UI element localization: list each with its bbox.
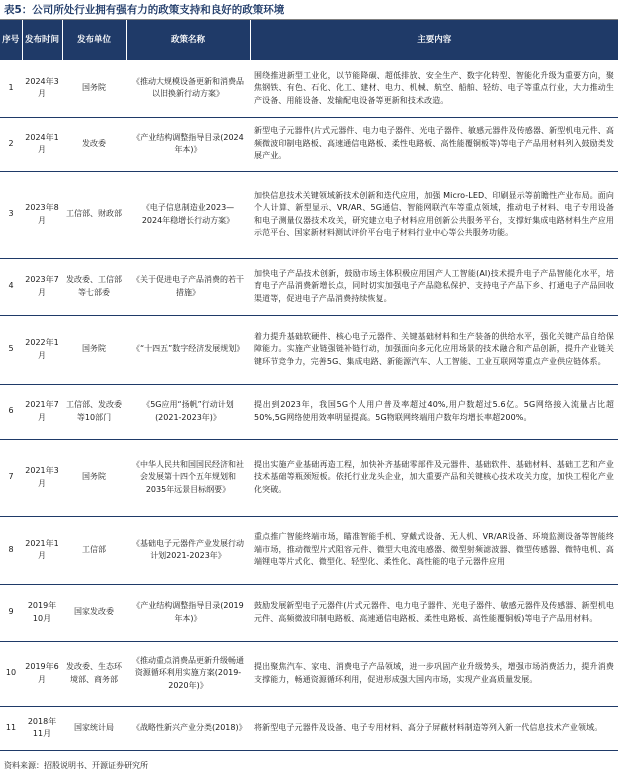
- cell-content: 新型电子元器件(片式元器件、电力电子器件、光电子器件、敏感元器件及传感器、新型机电元件、高频微波印制电路板、高速通信电路板、柔性电路板、高性能覆铜板等)等电子产品用材料列入鼓励类发展产业。: [250, 117, 618, 171]
- cell-time: 2021年3月: [22, 439, 62, 516]
- cell-policy: 《基础电子元器件产业发展行动计划2021-2023年》: [126, 516, 250, 584]
- cell-seq: 1: [0, 60, 22, 117]
- cell-unit: 工信部: [62, 516, 126, 584]
- cell-seq: 8: [0, 516, 22, 584]
- header-seq: 序号: [0, 20, 22, 60]
- cell-time: 2024年1月: [22, 117, 62, 171]
- header-content: 主要内容: [250, 20, 618, 60]
- cell-unit: 国家统计局: [62, 706, 126, 750]
- cell-time: 2022年1月: [22, 315, 62, 384]
- table-row: [0, 315, 618, 384]
- cell-policy: 《产业结构调整指导目录(2019年本)》: [126, 584, 250, 641]
- cell-time: 2023年7月: [22, 258, 62, 315]
- cell-seq: 6: [0, 384, 22, 439]
- cell-policy: 《电子信息制造业2023—2024年稳增长行动方案》: [126, 171, 250, 258]
- cell-unit: 工信部、发改委等10部门: [62, 384, 126, 439]
- cell-time: 2021年7月: [22, 384, 62, 439]
- cell-seq: 11: [0, 706, 22, 750]
- cell-content: 鼓励发展新型电子元器件(片式元器件、电力电子器件、光电子器件、敏感元器件及传感器、新型机电元件、高频微波印制电路板、高速通信电路板、柔性电路板、高性能覆铜板)等电子产品用材料。: [250, 584, 618, 641]
- cell-time: 2019年10月: [22, 584, 62, 641]
- header-policy: 政策名称: [126, 20, 250, 60]
- cell-content: 加快信息技术关键领域新技术创新和迭代应用，加强 Micro-LED、印刷显示等前瞻性产业布局。面向个人计算、新型显示、VR/AR、5G通信、智能网联汽车等重点领域，推动电子材料、电子专用设备和电子测量仪器技术攻关，研究建立电子材料应用创新公共服务平台，支撑好集成电路材料生产应用示范平台、国家新材料测试评价平台电子材料行业中心等公共服务功能。: [250, 171, 618, 258]
- cell-seq: 3: [0, 171, 22, 258]
- table-row: [0, 516, 618, 584]
- cell-content: 加快电子产品技术创新，鼓励市场主体积极应用国产人工智能(AI)技术提升电子产品智能化水平，培育电子产品消费新增长点，同时切实加强电子产品隐私保护、支持电子产品下乡、打通电子产品回收渠道等，促进电子产品消费持续恢复。: [250, 258, 618, 315]
- table-title: 表5：公司所处行业拥有强有力的政策支持和良好的政策环境: [4, 4, 285, 16]
- table-row: [0, 258, 618, 315]
- cell-seq: 2: [0, 117, 22, 171]
- cell-content: 着力提升基础软硬件、核心电子元器件、关键基础材料和生产装备的供给水平，强化关键产品自给保障能力。实施产业链强链补链行动，加强面向多元化应用场景的技术融合和产品创新，提升产业链关键环节竞争力，完善5G、集成电路、新能源汽车、人工智能、工业互联网等重点产业供应链体系。: [250, 315, 618, 384]
- cell-policy: 《5G应用“扬帆”行动计划(2021-2023年)》: [126, 384, 250, 439]
- policy-table: [0, 20, 618, 751]
- table-row: [0, 171, 618, 258]
- cell-unit: 国家发改委: [62, 584, 126, 641]
- table-row: [0, 117, 618, 171]
- cell-policy: 《中华人民共和国国民经济和社会发展第十四个五年规划和2035年远景目标纲要》: [126, 439, 250, 516]
- cell-unit: 发改委、生态环境部、商务部: [62, 641, 126, 706]
- cell-seq: 9: [0, 584, 22, 641]
- cell-time: 2019年6月: [22, 641, 62, 706]
- cell-unit: 发改委、工信部等七部委: [62, 258, 126, 315]
- cell-policy: 《关于促进电子产品消费的若干措施》: [126, 258, 250, 315]
- cell-policy: 《战略性新兴产业分类(2018)》: [126, 706, 250, 750]
- source-note: 资料来源：招股说明书、开源证券研究所: [4, 761, 148, 770]
- cell-unit: 工信部、财政部: [62, 171, 126, 258]
- cell-time: 2021年1月: [22, 516, 62, 584]
- cell-content: 重点推广智能终端市场，瞄准智能手机、穿戴式设备、无人机、VR/AR设备、环境监测设备等智能终端市场，推动微型片式阻容元件、微型大电流电感器、微型射频滤波器、微型传感器、微特电机、高端锂电等片式化、微型化、轻型化、柔性化、高性能的电子元器件应用: [250, 516, 618, 584]
- cell-policy: 《推动大规模设备更新和消费品以旧换新行动方案》: [126, 60, 250, 117]
- header-unit: 发布单位: [62, 20, 126, 60]
- cell-unit: 国务院: [62, 439, 126, 516]
- table-row: [0, 584, 618, 641]
- cell-seq: 7: [0, 439, 22, 516]
- cell-seq: 10: [0, 641, 22, 706]
- cell-content: 围绕推进新型工业化，以节能降碳、超低排放、安全生产、数字化转型、智能化升级为重要方向，聚焦钢铁、有色、石化、化工、建材、电力、机械、航空、船舶、轻纺、电子等重点行业，大力推动生产设备、用能设备、发输配电设备等更新和技术改造。: [250, 60, 618, 117]
- cell-unit: 发改委: [62, 117, 126, 171]
- cell-unit: 国务院: [62, 315, 126, 384]
- cell-policy: 《推动重点消费品更新升级畅通资源循环利用实施方案(2019-2020年)》: [126, 641, 250, 706]
- table-row: [0, 706, 618, 750]
- cell-content: 将新型电子元器件及设备、电子专用材料、高分子屏蔽材料制造等列入新一代信息技术产业领域。: [250, 706, 618, 750]
- cell-seq: 4: [0, 258, 22, 315]
- cell-content: 提出实施产业基础再造工程，加快补齐基础零部件及元器件、基础软件、基础材料、基础工艺和产业技术基础等瓶颈短板。依托行业龙头企业，加大重要产品和关键核心技术攻关力度，加快工程化产业化突破。: [250, 439, 618, 516]
- cell-content: 提出到2023年，我国5G个人用户普及率超过40%,用户数超过5.6亿。5G网络接入流量占比超50%,5G网络使用效率明显提高。5G物联网终端用户数年均增长率超200%。: [250, 384, 618, 439]
- cell-content: 提出聚焦汽车、家电、消费电子产品领域，进一步巩固产业升级势头，增强市场消费活力，提升消费支撑能力，畅通资源循环利用，促进形成强大国内市场，实现产业高质量发展。: [250, 641, 618, 706]
- table-row: [0, 439, 618, 516]
- header-time: 发布时间: [22, 20, 62, 60]
- table-row: [0, 641, 618, 706]
- cell-time: 2024年3月: [22, 60, 62, 117]
- cell-policy: 《“十四五”数字经济发展规划》: [126, 315, 250, 384]
- table-row: [0, 60, 618, 117]
- cell-time: 2023年8月: [22, 171, 62, 258]
- cell-policy: 《产业结构调整指导目录(2024年本)》: [126, 117, 250, 171]
- cell-time: 2018年11月: [22, 706, 62, 750]
- table-row: [0, 384, 618, 439]
- cell-seq: 5: [0, 315, 22, 384]
- table-header-row: [0, 20, 618, 60]
- cell-unit: 国务院: [62, 60, 126, 117]
